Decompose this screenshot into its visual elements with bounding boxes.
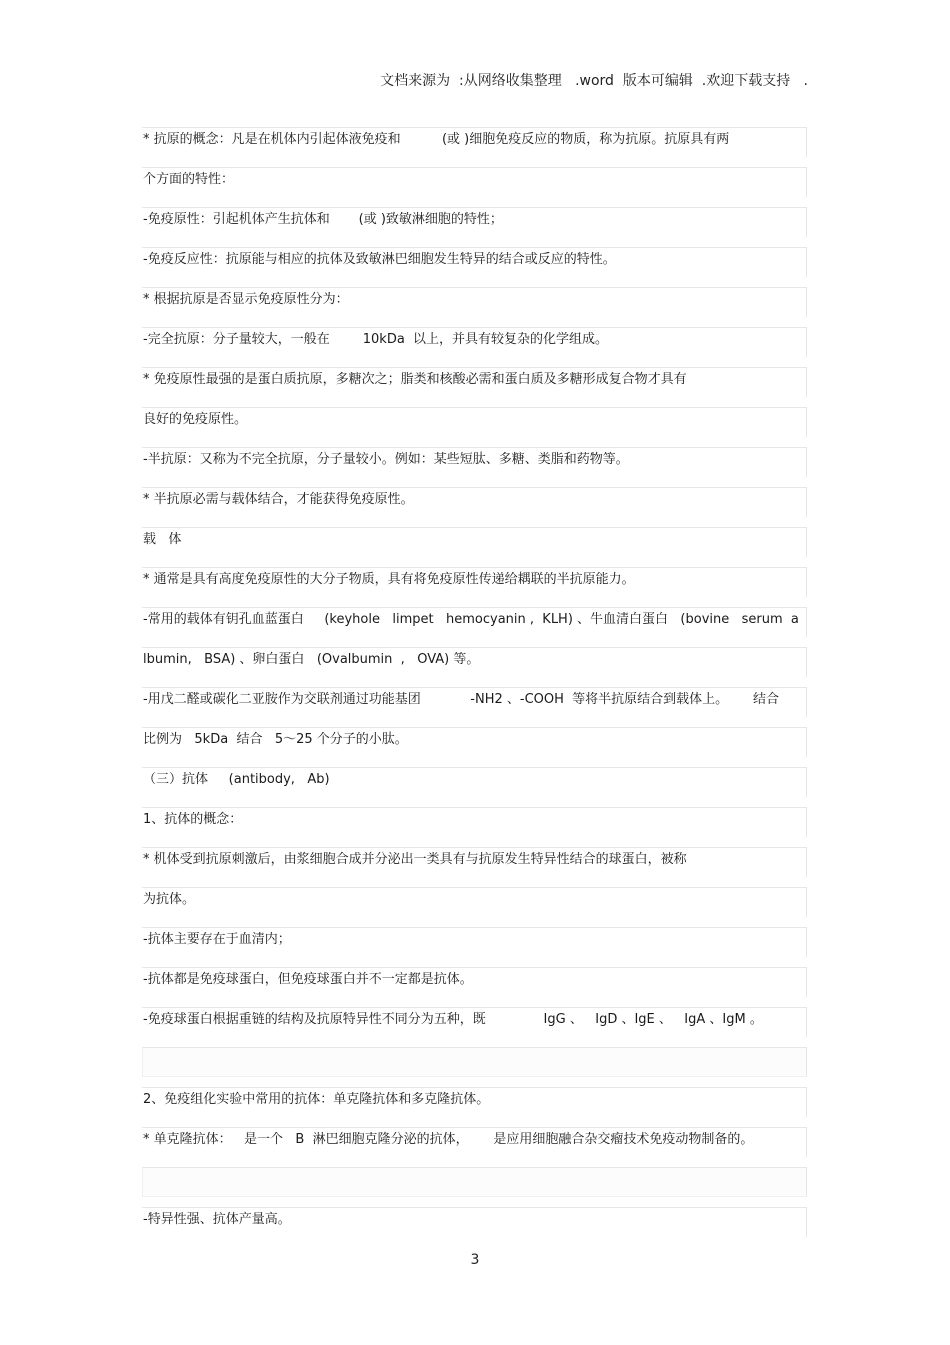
text-line: 为抗体。 <box>142 887 807 917</box>
section-heading: （三）抗体 (antibody, Ab) <box>142 767 807 797</box>
text-line: lbumin, BSA) 、卵白蛋白 (Ovalbumin , OVA) 等。 <box>142 647 807 677</box>
text-line: -用戊二醛或碳化二亚胺作为交联剂通过功能基团 -NH2 、-COOH 等将半抗原结合到载体上。 结合 <box>142 687 807 717</box>
text-line: * 免疫原性最强的是蛋白质抗原，多糖次之；脂类和核酸必需和蛋白质及多糖形成复合物才具有 <box>142 367 807 397</box>
blank-line <box>142 1167 807 1197</box>
blank-line <box>142 1047 807 1077</box>
text-line: * 半抗原必需与载体结合，才能获得免疫原性。 <box>142 487 807 517</box>
text-line: * 单克隆抗体： 是一个 B 淋巴细胞克隆分泌的抗体， 是应用细胞融合杂交瘤技术免疫动物制备的。 <box>142 1127 807 1157</box>
section-heading: 1、抗体的概念： <box>142 807 807 837</box>
text-line: -特异性强、抗体产量高。 <box>142 1207 807 1237</box>
text-line: -抗体主要存在于血清内； <box>142 927 807 957</box>
text-line: 良好的免疫原性。 <box>142 407 807 437</box>
section-heading: 2、免疫组化实验中常用的抗体：单克隆抗体和多克隆抗体。 <box>142 1087 807 1117</box>
text-line: -完全抗原：分子量较大，一般在 10kDa 以上，并具有较复杂的化学组成。 <box>142 327 807 357</box>
text-line: * 抗原的概念：凡是在机体内引起体液免疫和 (或 )细胞免疫反应的物质，称为抗原。抗原具有两 <box>142 127 807 157</box>
text-line: * 通常是具有高度免疫原性的大分子物质，具有将免疫原性传递给耦联的半抗原能力。 <box>142 567 807 597</box>
section-heading: 载 体 <box>142 527 807 557</box>
text-line: * 根据抗原是否显示免疫原性分为： <box>142 287 807 317</box>
page-number: 3 <box>470 1252 480 1268</box>
text-line: -常用的载体有钥孔血蓝蛋白 (keyhole limpet hemocyanin , KLH) 、牛血清白蛋白 (bovine serum a <box>142 607 807 637</box>
text-line: * 机体受到抗原刺激后，由浆细胞合成并分泌出一类具有与抗原发生特异性结合的球蛋白，被称 <box>142 847 807 877</box>
text-line: 比例为 5kDa 结合 5～25 个分子的小肽。 <box>142 727 807 757</box>
text-line: 个方面的特性： <box>142 167 807 197</box>
document-header: 文档来源为 :从网络收集整理 .word 版本可编辑 .欢迎下载支持 . <box>380 73 808 89</box>
text-line: -免疫原性：引起机体产生抗体和 (或 )致敏淋细胞的特性； <box>142 207 807 237</box>
text-line: -免疫反应性：抗原能与相应的抗体及致敏淋巴细胞发生特异的结合或反应的特性。 <box>142 247 807 277</box>
text-line: -抗体都是免疫球蛋白，但免疫球蛋白并不一定都是抗体。 <box>142 967 807 997</box>
text-line: -半抗原：又称为不完全抗原，分子量较小。例如：某些短肽、多糖、类脂和药物等。 <box>142 447 807 477</box>
document-body <box>142 127 807 1247</box>
text-line: -免疫球蛋白根据重链的结构及抗原特异性不同分为五种，既 IgG 、 IgD 、IgE 、 IgA 、IgM 。 <box>142 1007 807 1037</box>
